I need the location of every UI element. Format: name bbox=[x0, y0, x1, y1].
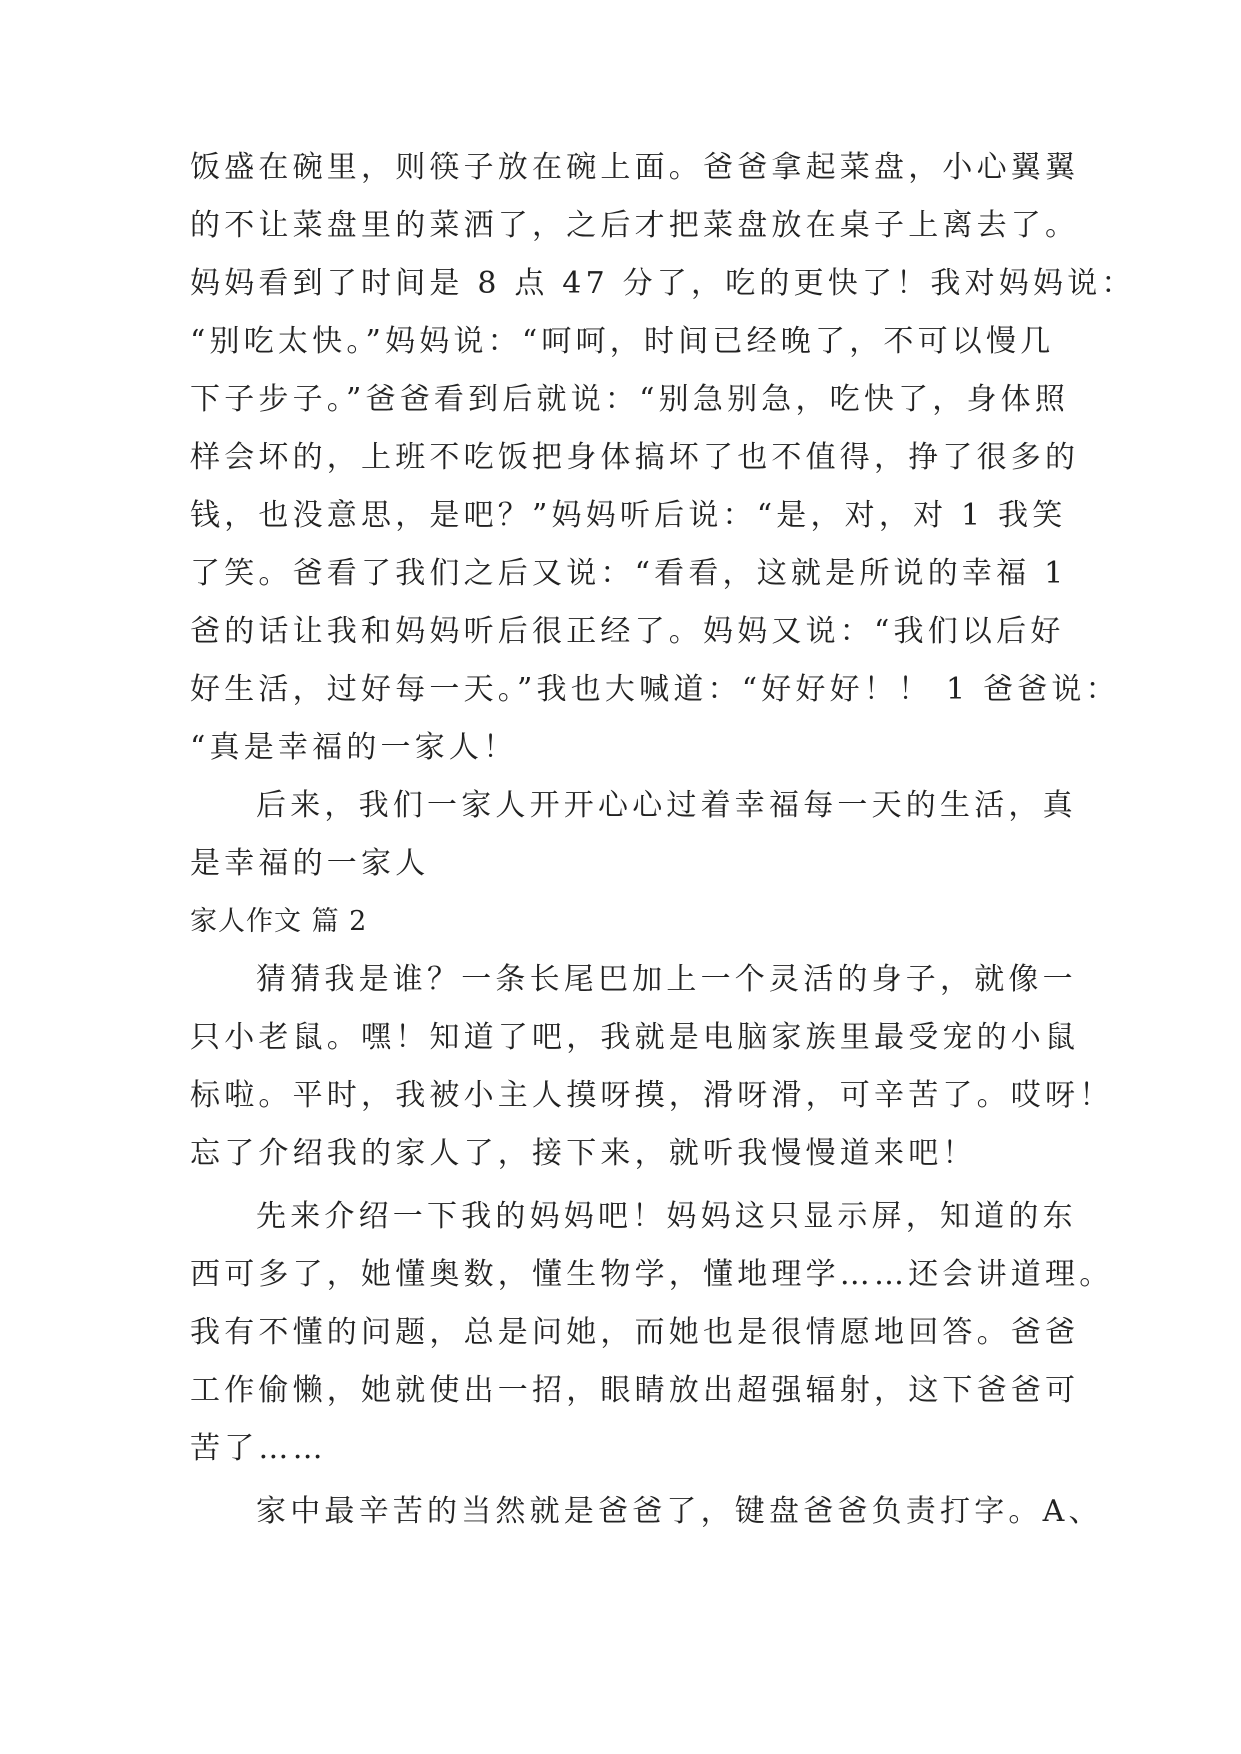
text-line: 爸的话让我和妈妈听后很正经了。妈妈又说：“我们以后好 bbox=[190, 614, 1065, 649]
text-line: 钱，也没意思，是吧？”妈妈听后说：“是，对，对 1 我笑 bbox=[190, 498, 1067, 533]
text-line: 下子步子。”爸爸看到后就说：“别急别急，吃快了，身体照 bbox=[190, 382, 1070, 417]
text-line: 苦了…… bbox=[190, 1431, 327, 1466]
text-line: 猜猜我是谁？一条长尾巴加上一个灵活的身子，就像一 bbox=[256, 962, 1077, 997]
text-line: 饭盛在碗里，则筷子放在碗上面。爸爸拿起菜盘，小心翼翼 bbox=[190, 150, 1080, 185]
text-line: 工作偷懒，她就使出一招，眼睛放出超强辐射，这下爸爸可 bbox=[190, 1373, 1080, 1408]
text-line: 样会坏的，上班不吃饭把身体搞坏了也不值得，挣了很多的 bbox=[190, 440, 1080, 475]
text-line: 标啦。平时，我被小主人摸呀摸，滑呀滑，可辛苦了。哎呀！ bbox=[190, 1078, 1114, 1113]
text-line: 我有不懂的问题，总是问她，而她也是很情愿地回答。爸爸 bbox=[190, 1315, 1080, 1350]
text-line: 西可多了，她懂奥数，懂生物学，懂地理学……还会讲道理。 bbox=[190, 1257, 1114, 1292]
text-line: 家中最辛苦的当然就是爸爸了，键盘爸爸负责打字。A、 bbox=[256, 1494, 1103, 1529]
text-line: 的不让菜盘里的菜洒了，之后才把菜盘放在桌子上离去了。 bbox=[190, 208, 1080, 243]
text-line: 后来，我们一家人开开心心过着幸福每一天的生活，真 bbox=[256, 788, 1077, 823]
section-heading: 家人作文 篇 2 bbox=[190, 906, 368, 937]
text-line: 妈妈看到了时间是 8 点 47 分了，吃的更快了！我对妈妈说： bbox=[190, 266, 1136, 301]
text-line: 只小老鼠。嘿！知道了吧，我就是电脑家族里最受宠的小鼠 bbox=[190, 1020, 1080, 1055]
text-line: 忘了介绍我的家人了，接下来，就听我慢慢道来吧！ bbox=[190, 1136, 977, 1171]
text-line: 是幸福的一家人 bbox=[190, 846, 430, 881]
text-line: 好生活，过好每一天。”我也大喊道：“好好好！！ 1 爸爸说： bbox=[190, 672, 1120, 707]
text-line: 先来介绍一下我的妈妈吧！妈妈这只显示屏，知道的东 bbox=[256, 1199, 1077, 1234]
text-line: “别吃太快。”妈妈说：“呵呵，时间已经晚了，不可以慢几 bbox=[190, 324, 1055, 359]
text-line: 了笑。爸看了我们之后又说：“看看，这就是所说的幸福 1 bbox=[190, 556, 1068, 591]
text-line: “真是幸福的一家人！ bbox=[190, 730, 518, 765]
